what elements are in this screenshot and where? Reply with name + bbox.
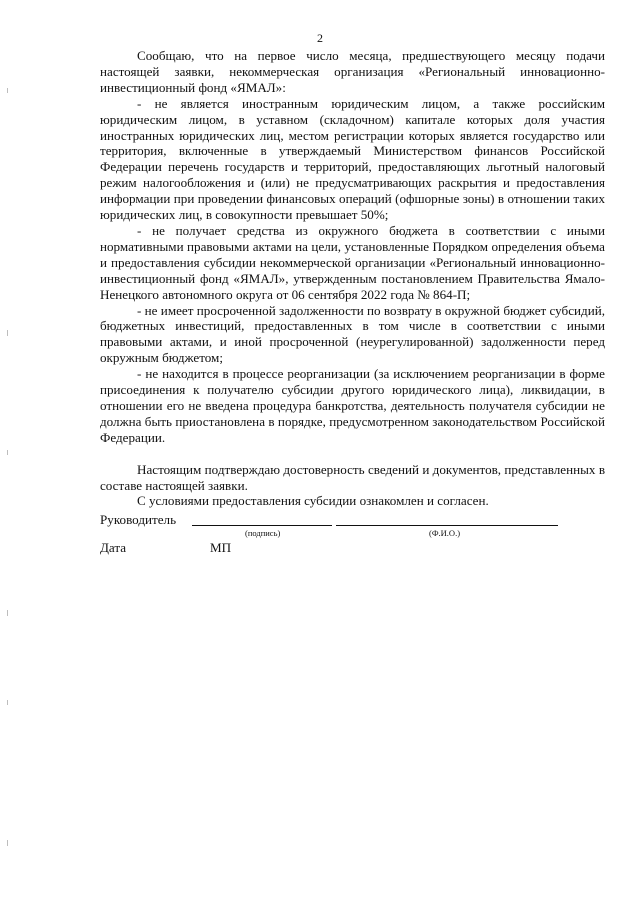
confirmation-paragraph: Настоящим подтверждаю достоверность сведений и документов, представленных в составе настоящей заявки. [100,461,605,493]
signature-caption: (подпись) [245,528,281,538]
name-line [336,525,558,526]
date-label: Дата [100,540,127,555]
page-number: 2 [317,31,323,45]
scan-margin-mark [7,840,8,846]
scan-margin-mark [7,610,8,616]
condition-budget-funds: - не получает средства из окружного бюджета в соответствии с иными нормативными правовыми актами на цели, установленные Порядком определения объема и предоставления субсидии некоммерческой организации «Региональный инновационно-инвестиционный фонд «ЯМАЛ», утвержденным постановлением Правительства Ямало-Ненецкого автономного округа от 06 сентября 2022 года № 864-П; [100,222,605,302]
head-signature-row [100,512,560,538]
condition-reorganization: - не находится в процессе реорганизации (за исключением реорганизации в форме присоединения к получателю субсидии другого юридического лица), ликвидации, в отношении его не введена процедура банкротства, деятельность получателя субсидии не должна быть приостановлена в порядке, предусмотренном законодательством Российской Федерации. [100,366,605,445]
scan-margin-mark [7,700,8,705]
document-body [100,48,605,509]
signature-line [192,525,332,526]
agreement-paragraph: С условиями предоставления субсидии ознакомлен и согласен. [137,493,489,509]
stamp-label: МП [210,540,232,555]
name-caption: (Ф.И.О.) [429,528,461,538]
scan-margin-mark [7,330,8,336]
scan-margin-mark [7,450,8,455]
scan-margin-mark [7,88,8,93]
date-row [100,540,560,556]
condition-overdue-debt: - не имеет просроченной задолженности по возврату в окружной бюджет субсидий, бюджетных инвестиций, предоставленных в том числе в соответствии с иными правовыми актами, и иной просроченной (неурегулированной) задолженности перед окружным бюджетом; [100,302,605,366]
intro-paragraph: Сообщаю, что на первое число месяца, предшествующего месяцу подачи настоящей заявки, некоммерческая организация «Региональный инновационно-инвестиционный фонд «ЯМАЛ»: [100,48,605,95]
head-label: Руководитель [100,512,177,527]
condition-foreign-entity: - не является иностранным юридическим лицом, а также российским юридическим лицом, в уставном (складочном) капитале которых доля участия иностранных юридических лиц, местом регистрации которых является государство или территория, включенные в утверждаемый Министерством финансов Российской Федерации перечень государств и территорий, предоставляющих льготный налоговый режим налогообложения и (или) не предусматривающих раскрытия и предоставления информации при проведении финансовых операций (офшорные зоны) в отношении таких юридических лиц, в совокупности превышает 50%; [100,95,605,223]
signature-block [100,512,560,555]
